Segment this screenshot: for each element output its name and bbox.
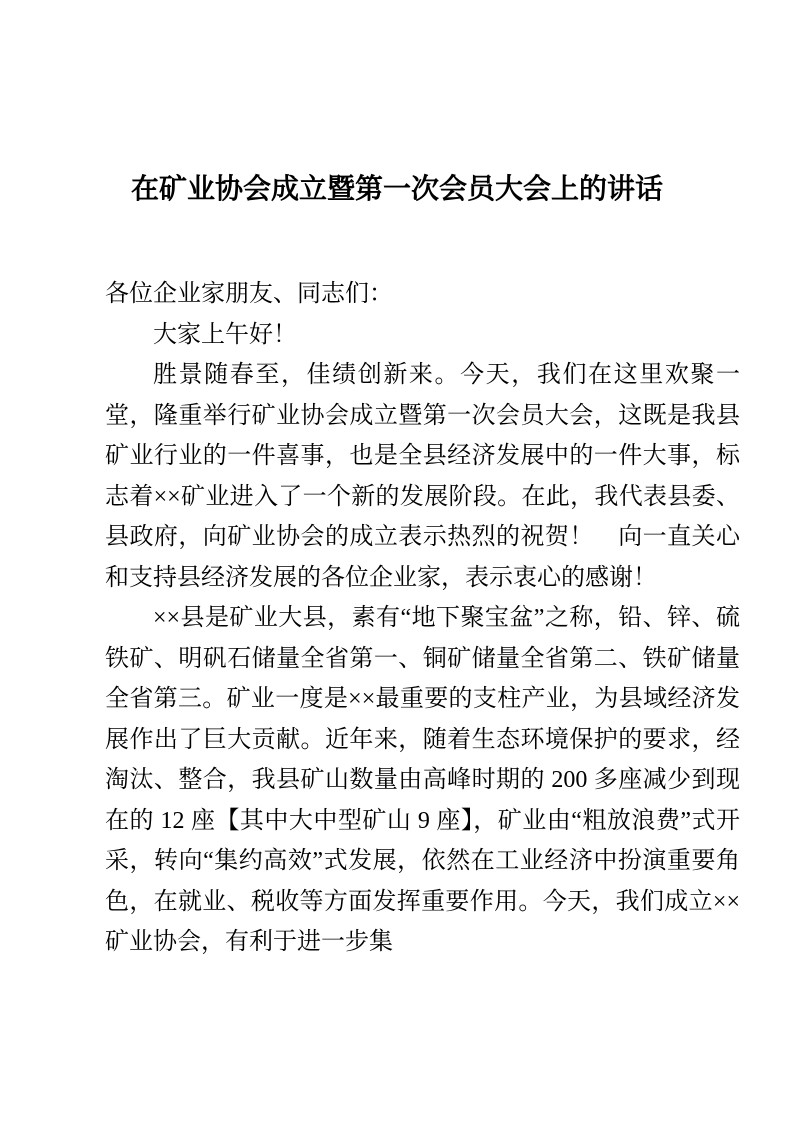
document-title: 在矿业协会成立暨第一次会员大会上的讲话 <box>130 174 663 205</box>
paragraph-salutation: 各位企业家朋友、同志们： <box>105 281 393 307</box>
paragraph-greeting: 大家上午好！ <box>153 321 297 348</box>
paragraph-county-mining-overview: ××县是矿业大县，素有“地下聚宝盆”之称，铅、锌、硫铁矿、明矾石储量全省第一、铜矿储量全省第二、铁矿储量全省第三。矿业一度是××最重要的支柱产业，为县域经济发展作出了巨大贡献。近年来，随着生态环境保护的要求，经淘汰、整合，我县矿山数量由高峰时期的 200 多座减少到现在的 12 座【其中大中型矿山 9 座】，矿业由“粗放浪费”式开采，转向“集约高效”式发展，依然在工业经济中扮演重要角色，在就业、税收等方面发挥重要作用。今天，我们成立××矿业协会，有利于进一步集 <box>105 605 740 955</box>
document-body <box>105 274 740 963</box>
paragraph-opening: 胜景随春至，佳绩创新来。今天，我们在这里欢聚一堂，隆重举行矿业协会成立暨第一次会员大会，这既是我县矿业行业的一件喜事，也是全县经济发展中的一件大事，标志着××矿业进入了一个新的发展阶段。在此，我代表县委、县政府，向矿业协会的成立表示热烈的祝贺！ 向一直关心和支持县经济发展的各位企业家，表示衷心的感谢！ <box>105 362 740 591</box>
